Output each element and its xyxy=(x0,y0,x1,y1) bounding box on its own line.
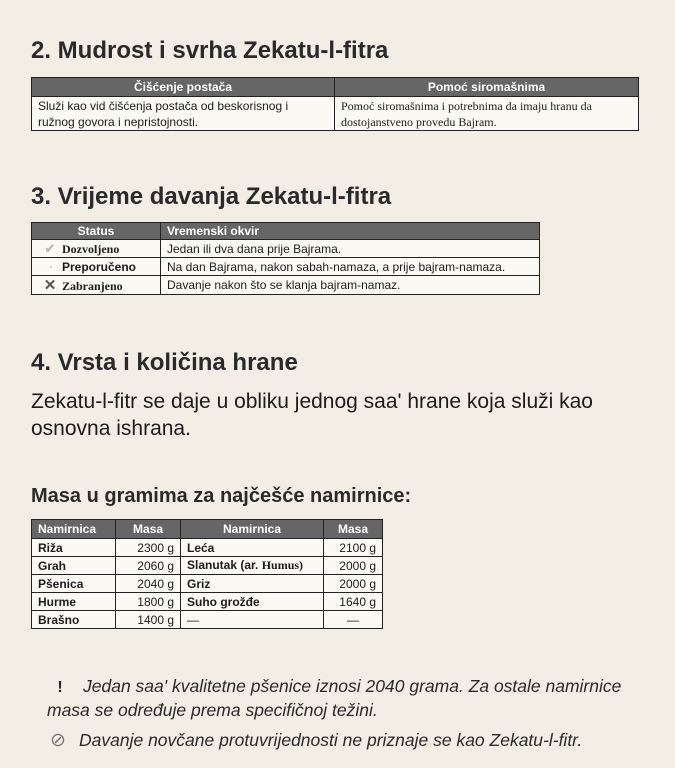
food-name: — xyxy=(181,611,324,629)
food-name xyxy=(181,557,324,575)
mass-header-food-1: Namirnica xyxy=(32,520,116,539)
purpose-cell-help: Pomoć siromašnima i potrebnima da imaju hranu da dostojanstveno provedu Bajram. xyxy=(335,97,639,131)
status-cell xyxy=(32,240,161,258)
table-row xyxy=(32,240,540,258)
food-mass: 2000 g xyxy=(324,557,383,575)
table-row xyxy=(32,276,540,295)
food-name: Riža xyxy=(32,539,116,557)
timing-header-time: Vremenski okvir xyxy=(161,223,540,240)
status-cell xyxy=(32,276,161,295)
section-4-title: 4. Vrsta i količina hrane xyxy=(31,349,298,376)
warning-note xyxy=(47,675,647,721)
purpose-cell-cleansing: Služi kao vid čišćenja postača od beskorisnog i ružnog govora i nepristojnosti. xyxy=(32,97,335,131)
food-name: Grah xyxy=(32,557,116,575)
mass-table xyxy=(31,519,383,629)
x-icon: ✕ xyxy=(43,277,57,294)
status-label: Preporučeno xyxy=(62,259,137,274)
food-mass: 2040 g xyxy=(116,575,181,593)
time-cell: Davanje nakon što se klanja bajram-namaz. xyxy=(161,276,540,295)
time-cell: Na dan Bajrama, nakon sabah-namaza, a prije bajram-namaza. xyxy=(161,258,540,276)
purpose-table xyxy=(31,77,639,131)
food-mass: 2000 g xyxy=(324,575,383,593)
food-name: Brašno xyxy=(32,611,116,629)
food-mass: — xyxy=(324,611,383,629)
ban-note xyxy=(47,729,667,752)
food-mass: 1640 g xyxy=(324,593,383,611)
timing-header-status: Status xyxy=(32,223,161,240)
table-row xyxy=(32,611,383,629)
time-cell: Jedan ili dva dana prije Bajrama. xyxy=(161,240,540,258)
status-cell xyxy=(32,258,161,276)
food-name-main: Slanutak (ar. xyxy=(187,558,262,572)
table-row xyxy=(32,557,383,575)
table-row xyxy=(32,575,383,593)
mass-header-food-2: Namirnica xyxy=(181,520,324,539)
warning-icon: ! xyxy=(57,679,63,696)
ban-icon: ⊘ xyxy=(50,730,66,751)
food-mass: 1800 g xyxy=(116,593,181,611)
food-name-arabic: Humus) xyxy=(261,558,304,572)
purpose-header-help: Pomoć siromašnima xyxy=(335,78,639,97)
status-label: Dozvoljeno xyxy=(62,241,120,256)
section-3-title: 3. Vrijeme davanja Zekatu-l-fitra xyxy=(31,183,392,210)
table-row xyxy=(32,539,383,557)
food-mass: 2300 g xyxy=(116,539,181,557)
clock-icon: ◔ xyxy=(46,261,54,274)
status-label: Zabranjeno xyxy=(62,279,123,293)
mass-header-mass-1: Masa xyxy=(116,520,181,539)
food-name: Pšenica xyxy=(32,575,116,593)
food-paragraph: Zekatu-l-fitr se daje u obliku jednog saa' hrane koja služi kao osnovna ishrana. xyxy=(31,390,593,440)
ban-text: Davanje novčane protuvrijednosti ne priznaje se kao Zekatu-l-fitr. xyxy=(79,730,583,750)
mass-subtitle: Masa u gramima za najčešće namirnice: xyxy=(31,485,412,507)
section-2-title: 2. Mudrost i svrha Zekatu-l-fitra xyxy=(31,37,389,64)
check-icon: ✔ xyxy=(44,240,56,256)
food-mass: 2060 g xyxy=(116,557,181,575)
purpose-header-cleansing: Čišćenje postača xyxy=(32,78,335,97)
food-name: Leća xyxy=(181,539,324,557)
food-name: Hurme xyxy=(32,593,116,611)
food-mass: 2100 g xyxy=(324,539,383,557)
food-name: Suho grožđe xyxy=(181,593,324,611)
table-row xyxy=(32,593,383,611)
warning-text: Jedan saa' kvalitetne pšenice iznosi 2040 grama. Za ostale namirnice masa se određuje prema specifičnoj težini. xyxy=(47,676,622,720)
mass-header-mass-2: Masa xyxy=(324,520,383,539)
timing-table xyxy=(31,222,540,295)
food-mass: 1400 g xyxy=(116,611,181,629)
table-row xyxy=(32,258,540,276)
food-name: Griz xyxy=(181,575,324,593)
